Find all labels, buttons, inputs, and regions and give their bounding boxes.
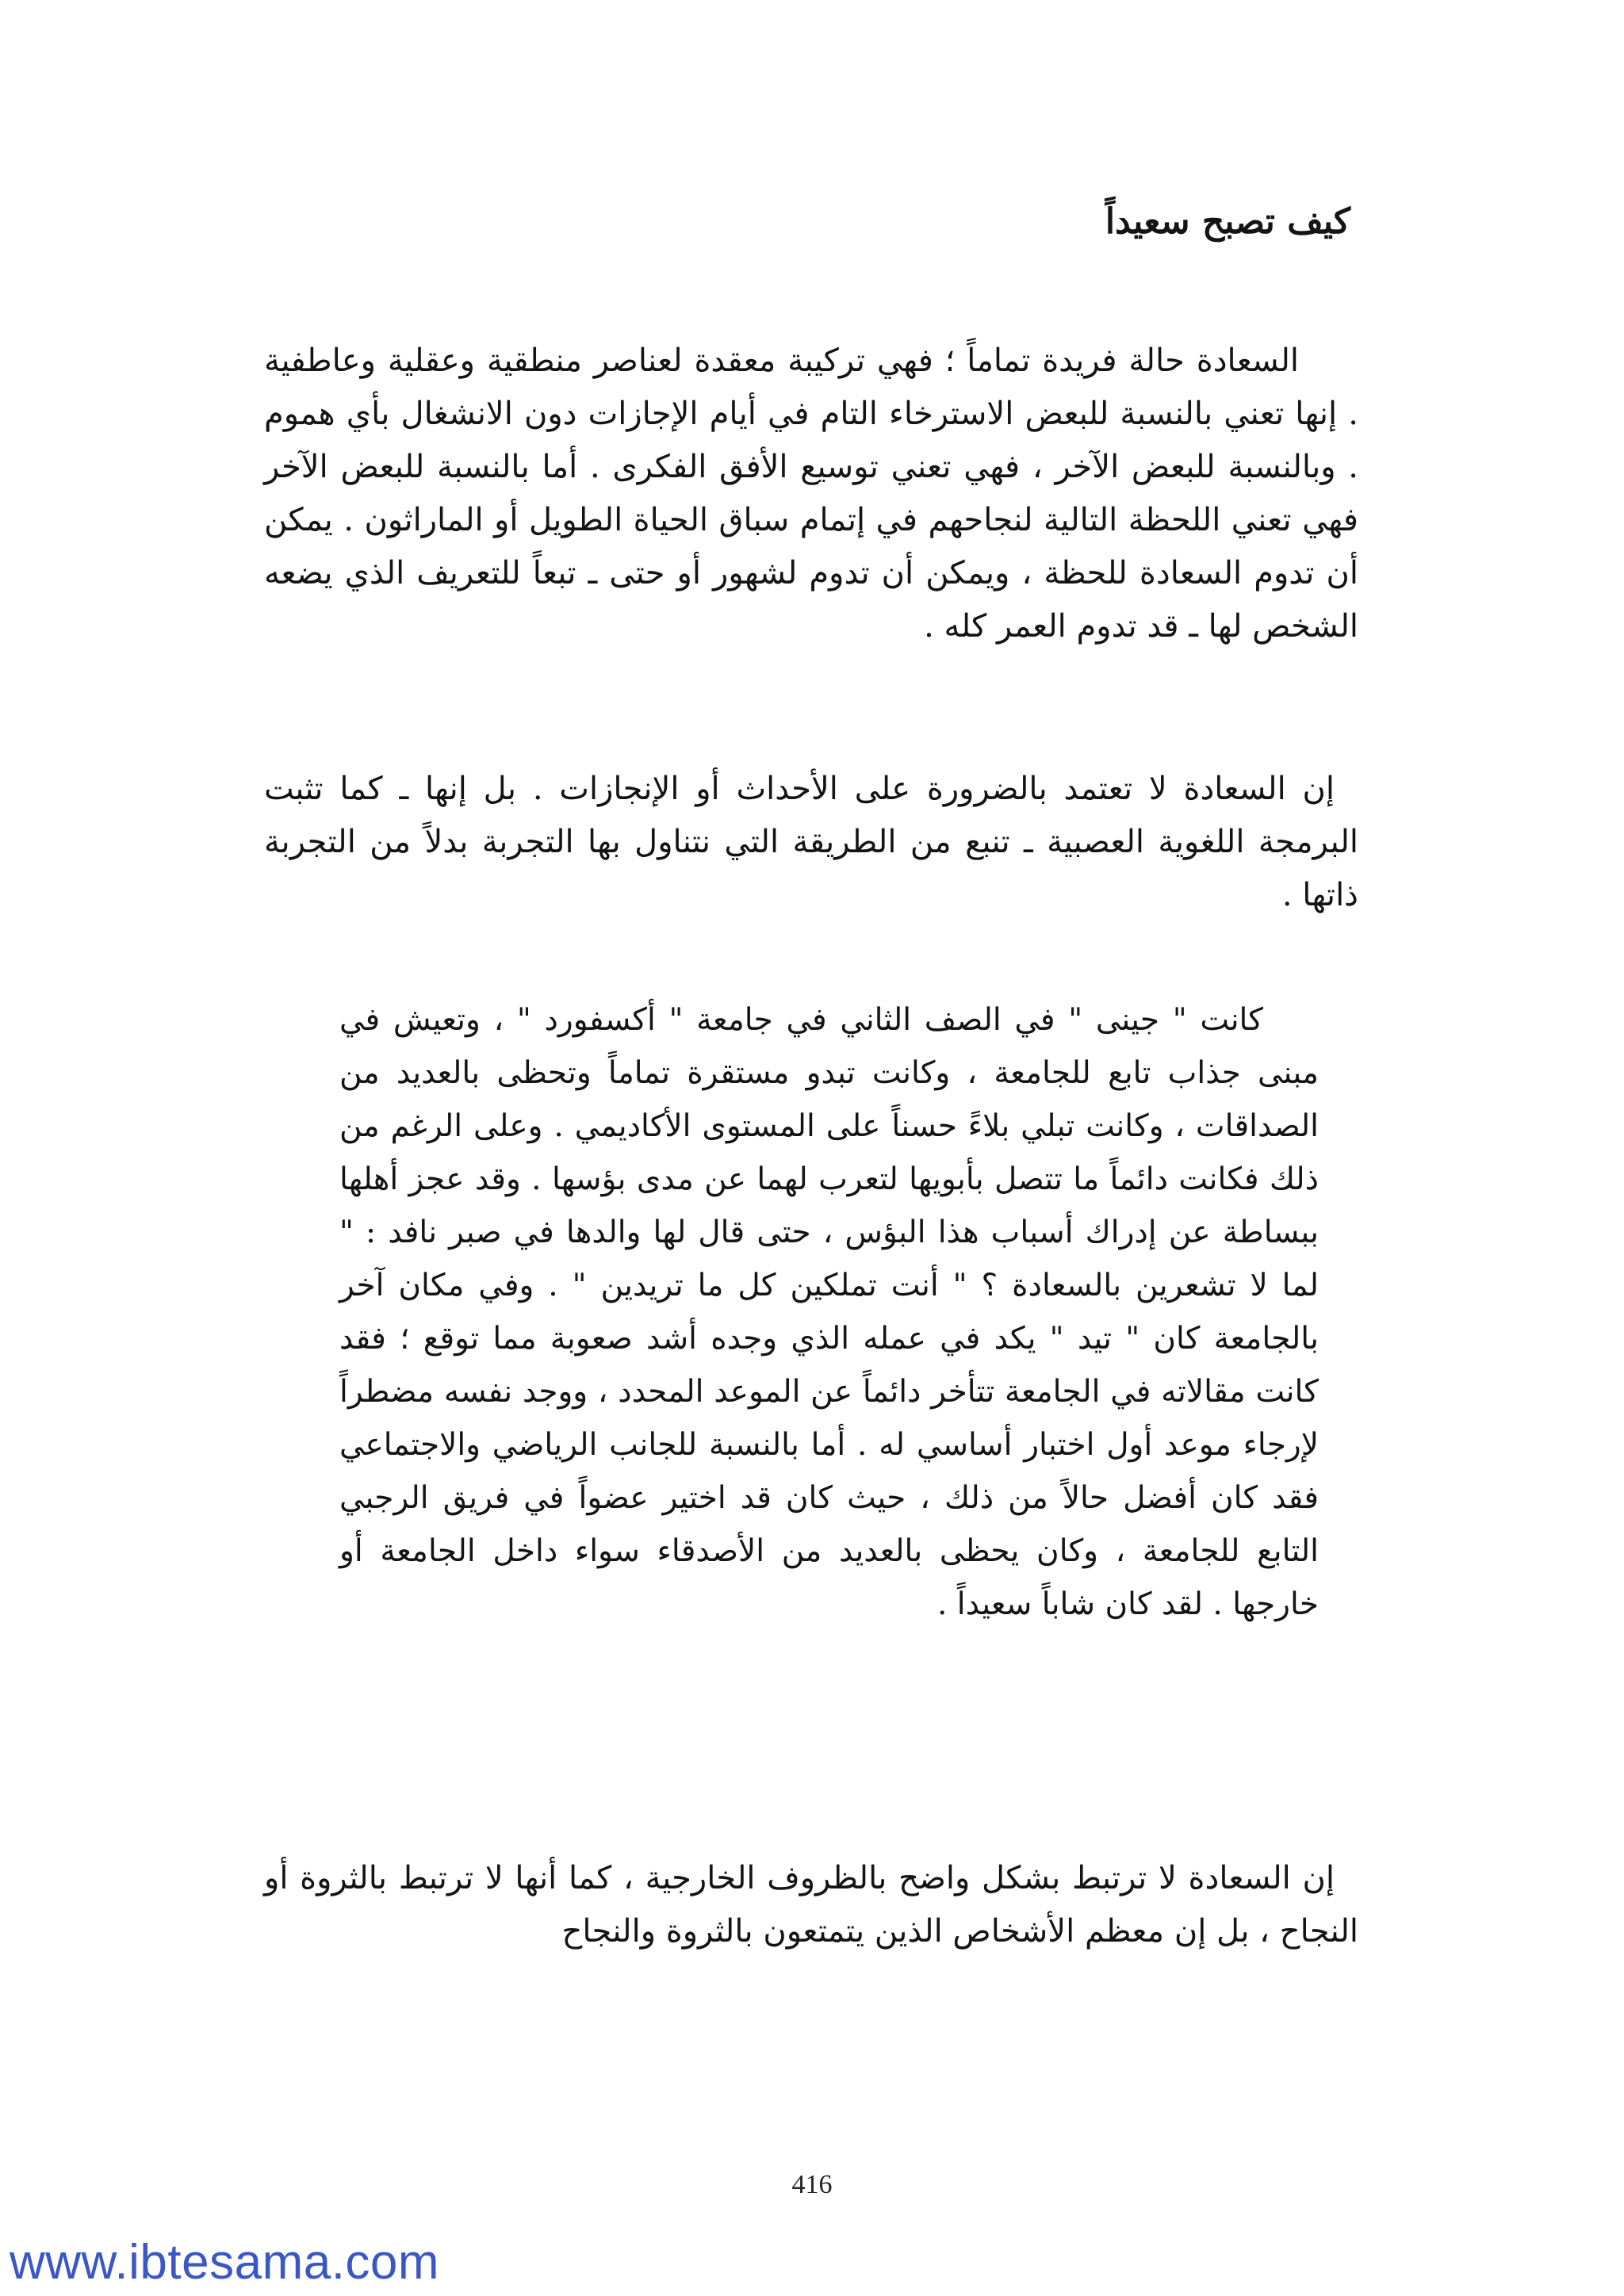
paragraph-external-circumstances: إن السعادة لا ترتبط بشكل واضح بالظروف الخارجية ، كما أنها لا ترتبط بالثروة أو النجاح ، بل إن معظم الأشخاص الذين يتمتعون بالثروة والنجاح — [264, 1860, 1358, 1950]
chapter-heading: كيف تصبح سعيداً — [1105, 201, 1350, 242]
example-block-jenny-ted: كانت " جينى " في الصف الثاني في جامعة " أكسفورد " ، وتعيش في مبنى جذاب تابع للجامعة ، وكانت تبدو مستقرة تماماً وتحظى بالعديد من الصداقات ، وكانت تبلي بلاءً حسناً على المستوى الأكاديمي . وعلى الرغم من ذلك فكانت دائماً ما تتصل بأبويها لتعرب لهما عن مدى بؤسها . وقد عجز أهلها ببساطة عن إدراك أسباب هذا البؤس ، حتى قال لها والدها في صبر نافد : " لما لا تشعرين بالسعادة ؟ " أنت تملكين كل ما تريدين " . وفي مكان آخر بالجامعة كان " تيد " يكد في عمله الذي وجده أشد صعوبة مما توقع ؛ فقد كانت مقالاته في الجامعة تتأخر دائماً عن الموعد المحدد ، ووجد نفسه مضطراً لإرجاء موعد أول اختبار أساسي له . أما بالنسبة للجانب الرياضي والاجتماعي فقد كان أفضل حالاً من ذلك ، حيث كان قد اختير عضواً في فريق الرجبي التابع للجامعة ، وكان يحظى بالعديد من الأصدقاء سواء داخل الجامعة أو خارجها . لقد كان شاباً سعيداً . — [339, 1002, 1319, 1622]
paragraph-happiness-experience: إن السعادة لا تعتمد بالضرورة على الأحداث أو الإنجازات . بل إنها ـ كما تثبت البرمجة اللغوية العصبية ـ تنبع من الطريقة التي نتناول بها التجربة بدلاً من التجربة ذاتها . — [264, 771, 1358, 913]
page-number: 416 — [791, 2170, 833, 2199]
paragraph-happiness-definition: السعادة حالة فريدة تماماً ؛ فهي تركيبة معقدة لعناصر منطقية وعقلية وعاطفية . إنها تعني بالنسبة للبعض الاسترخاء التام في أيام الإجازات دون الانشغال بأي هموم . وبالنسبة للبعض الآخر ، فهي تعني توسيع الأفق الفكرى . أما بالنسبة للبعض الآخر فهي تعني اللحظة التالية لنجاحهم في إتمام سباق الحياة الطويل أو الماراثون . يمكن أن تدوم السعادة للحظة ، ويمكن أن تدوم لشهور أو حتى ـ تبعاً للتعريف الذي يضعه الشخص لها ـ قد تدوم العمر كله . — [264, 342, 1358, 645]
site-watermark: www.ibtesama.com — [10, 2235, 440, 2290]
